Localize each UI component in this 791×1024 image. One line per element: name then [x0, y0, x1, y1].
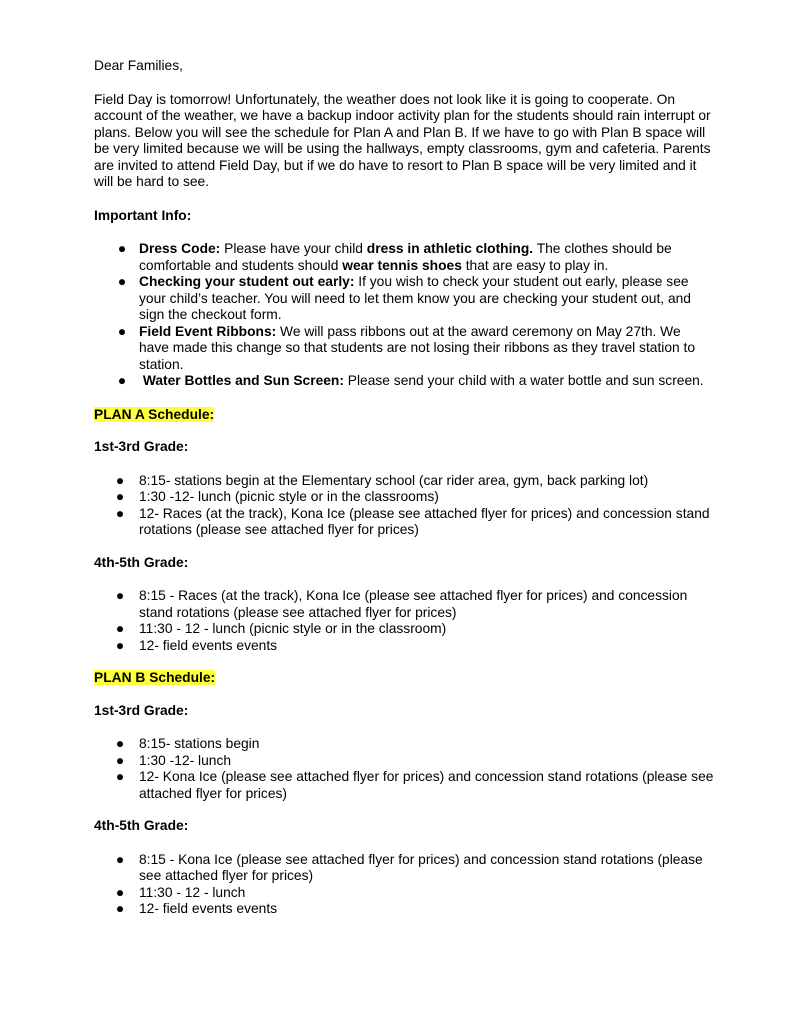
bullet-icon: ●: [115, 588, 125, 603]
item-label: Water Bottles and Sun Screen:: [139, 373, 344, 388]
important-info-heading: Important Info:: [94, 207, 192, 223]
item-label: Dress Code:: [139, 241, 221, 256]
bullet-icon: ●: [115, 489, 125, 504]
list-item-dress-code: ● Dress Code: Please have your child dress in athletic clothing. The clothes should be comfortable and students should wear tennis shoes that are easy to play in.: [117, 241, 672, 273]
plan-a-grade-1-3-list: [94, 473, 714, 539]
bullet-icon: ●: [117, 241, 127, 256]
list-item: ● 12- field events events: [115, 637, 278, 653]
letter-page: [94, 58, 714, 918]
bullet-icon: ●: [115, 621, 125, 636]
list-item: ● 1:30 -12- lunch: [115, 752, 232, 768]
plan-b-grade-1-3-heading: 1st-3rd Grade:: [94, 702, 189, 718]
list-item: ● 11:30 - 12 - lunch (picnic style or in the classroom): [115, 621, 447, 636]
plan-a-grade-4-5-heading: 4th-5th Grade:: [94, 554, 189, 570]
plan-a-heading: PLAN A Schedule:: [94, 406, 215, 422]
bullet-icon: ●: [115, 752, 125, 768]
list-item-checkout: ● Checking your student out early: If you wish to check your student out early, please see your child’s teacher. You will need to let them know you are checking your student out, and sign the checkout form.: [117, 274, 691, 322]
bullet-icon: ●: [117, 323, 127, 339]
plan-b-grade-4-5-list: [94, 852, 714, 918]
bullet-icon: ●: [115, 472, 125, 488]
list-item-water-sunscreen: ● Water Bottles and Sun Screen: Please send your child with a water bottle and sun screen.: [117, 373, 704, 388]
list-item: ● 8:15- stations begin at the Elementary school (car rider area, gym, back parking lot): [115, 472, 649, 488]
greeting: Dear Families,: [94, 58, 183, 73]
bullet-icon: ●: [115, 884, 125, 900]
bullet-icon: ●: [117, 274, 127, 289]
bullet-icon: ●: [115, 851, 125, 867]
list-item: ● 12- field events events: [115, 901, 278, 916]
plan-a-grade-1-3-heading: 1st-3rd Grade:: [94, 439, 189, 454]
list-item: ● 1:30 -12- lunch (picnic style or in the classrooms): [115, 489, 439, 504]
list-item-ribbons: ● Field Event Ribbons: We will pass ribbons out at the award ceremony on May 27th. We have made this change so that students are not losing their ribbons as they travel station to station.: [117, 323, 696, 372]
important-info-list: [94, 241, 714, 390]
intro-paragraph: Field Day is tomorrow! Unfortunately, the weather does not look like it is going to cooperate. On account of the weather, we have a backup indoor activity plan for the students should rain interrupt or plans. Below you will see the schedule for Plan A and Plan B. If we have to go with Plan B space will be very limited because we will be using the hallways, empty classrooms, gym and cafeteria. Parents are invited to attend Field Day, but if we do have to resort to Plan B space will be very limited and it will be hard to see.: [94, 91, 711, 189]
list-item: ● 12- Races (at the track), Kona Ice (please see attached flyer for prices) and concession stand rotations (please see attached flyer for prices): [115, 505, 710, 537]
item-label: Checking your student out early:: [139, 274, 355, 289]
list-item: ● 8:15 - Kona Ice (please see attached flyer for prices) and concession stand rotations (please see attached flyer for prices): [115, 851, 703, 883]
list-item: ● 8:15- stations begin: [115, 736, 260, 751]
bullet-icon: ●: [115, 901, 125, 916]
bullet-icon: ●: [115, 736, 125, 751]
bullet-icon: ●: [115, 637, 125, 653]
list-item: ● 12- Kona Ice (please see attached flyer for prices) and concession stand rotations (please see attached flyer for prices): [115, 769, 714, 801]
plan-a-grade-4-5-list: [94, 588, 714, 654]
plan-b-grade-1-3-list: [94, 736, 714, 802]
plan-b-heading: PLAN B Schedule:: [94, 670, 216, 685]
list-item: ● 8:15 - Races (at the track), Kona Ice (please see attached flyer for prices) and concession stand rotations (please see attached flyer for prices): [115, 588, 688, 620]
item-label: Field Event Ribbons:: [139, 323, 277, 339]
bullet-icon: ●: [115, 769, 125, 784]
plan-b-grade-4-5-heading: 4th-5th Grade:: [94, 818, 189, 833]
list-item: ● 11:30 - 12 - lunch: [115, 884, 246, 900]
bullet-icon: ●: [115, 505, 125, 521]
bullet-icon: ●: [117, 373, 127, 388]
